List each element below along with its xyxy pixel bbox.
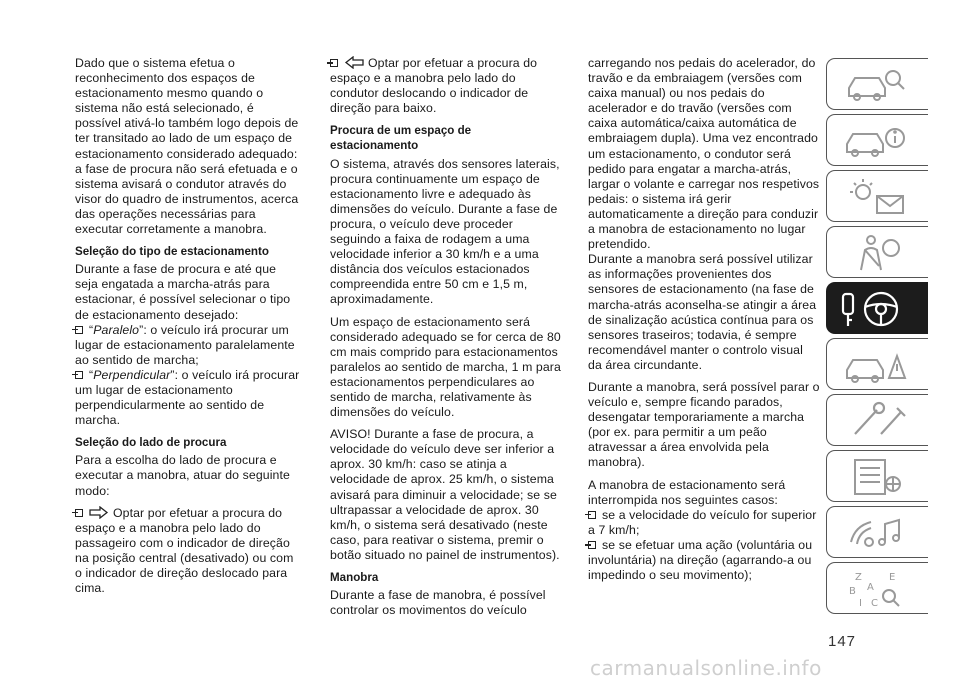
car-info-icon [841, 120, 915, 162]
svg-text:C: C [871, 598, 878, 609]
seatbelt-airbag-icon [841, 232, 915, 274]
section-heading: Procura de um espaço de estacionamento [330, 124, 472, 153]
section-heading: Seleção do lado de procura [75, 436, 227, 450]
turn-right-arrow-icon [89, 506, 109, 519]
text-column-3 [588, 56, 820, 590]
warning-lights-icon [841, 176, 915, 218]
bullet-text: : o veículo irá procurar um lugar de estacionamento paralelamente ao sentido de marcha; [75, 322, 295, 367]
tab-car-search[interactable] [826, 58, 928, 110]
bullet-text: se a velocidade do veículo for superior a 7 km/h; [588, 507, 817, 537]
svg-text:A: A [867, 582, 874, 593]
svg-text:E: E [889, 572, 896, 583]
paragraph: carregando nos pedais do acelerador, do travão e da embraiagem (versões com caixa manual) ou nos pedais do acelerador e do travão (versões com caixa automática/caixa automática de embraiagem dupla). Uma vez encontrado um estacionamento, o condutor será pedido para engatar a marcha-atrás, largar o volante e carregar nos respetivos pedais: o sistema irá gerir automaticamente a direção para conduzir a manobra de estacionamento no lugar pretendido. [588, 56, 820, 252]
bullet-icon [588, 511, 596, 519]
bullet-text: Optar por efetuar a procura do espaço e a manobra pelo lado do condutor deslocando o indicador de direção para baixo. [330, 56, 538, 116]
bullet-item: “Paralelo”: o veículo irá procurar um lugar de estacionamento paralelamente ao sentido de marcha; [75, 322, 295, 367]
paragraph: Para a escolha do lado de procura e executar a manobra, atuar do seguinte modo: [75, 453, 290, 498]
bullet-item [588, 538, 820, 583]
bullet-icon [330, 59, 338, 67]
tab-warning-lights[interactable] [826, 170, 928, 222]
tab-index[interactable] [826, 562, 928, 614]
paragraph: Um espaço de estacionamento será considerado adequado se for cerca de 80 cm mais comprido para estacionamentos paralelos ao sentido de marcha, 1 m para estacionamentos perpendiculares ao sentido de marcha, relativamente às dimensões do veículo. [330, 314, 561, 420]
tab-multimedia[interactable] [826, 506, 928, 558]
bullet-text: se se efetuar uma ação (voluntária ou involuntária) na direção (agarrando-a ou impedindo o seu movimento); [588, 537, 813, 583]
turn-left-arrow-icon [344, 56, 364, 69]
bullet-text: : o veículo irá procurar um lugar de estacionamento perpendicularmente ao sentido de marcha. [75, 367, 300, 428]
text-column-2 [330, 56, 562, 625]
tab-starting-driving[interactable] [826, 282, 928, 334]
multimedia-icon [841, 512, 915, 554]
bullet-icon [75, 326, 83, 334]
bullet-icon [588, 541, 596, 549]
paragraph: Durante a manobra será possível utilizar as informações provenientes dos sensores de estacionamento (na fase de marcha-atrás aconselha-se atingir a área de sinalização acústica contínua para os sensores traseiros; todavia, é sempre recomendável manter o controlo visual da área circundante. [588, 252, 817, 372]
section-heading: Seleção do tipo de estacionamento [75, 245, 269, 259]
specifications-icon [841, 456, 915, 498]
bullet-icon [75, 371, 83, 379]
paragraph: AVISO! Durante a fase de procura, a velocidade do veículo deve ser inferior a aprox. 30 km/h: caso se atinja a velocidade de aprox. 25 km/h, o sistema avisará para diminuir a velocidade; se se ultrapassar a velocidade de aprox. 30 km/h, o sistema será desativado (neste caso, para reativar o sistema, premir o botão situado no painel de instrumentos). [330, 427, 560, 562]
paragraph: Durante a fase de manobra, é possível controlar os movimentos do veículo [330, 588, 546, 618]
section-heading: Manobra [330, 571, 379, 584]
paragraph: O sistema, através dos sensores laterais, procura continuamente um espaço de estacionamento livre e adequado às dimensões do veículo. Durante a fase de procura, o veículo deve proceder seguindo a faixa de rodagem a uma velocidade inferior a 30 km/h e a uma distância dos veículos estacionados compreendida entre 50 cm e 1,5 m, aproximadamente. [330, 156, 560, 307]
bullet-text: Optar por efetuar a procura do espaço e a manobra pelo lado do passageiro com o indicador de direção na posição central (desativado) ou com o indicador de direção deslocado para cima. [75, 505, 294, 596]
paragraph: Dado que o sistema efetua o reconhecimento dos espaços de estacionamento mesmo quando o sistema não está selecionado, é possível ativá-lo também logo depois de ter transitado ao lado de um espaço de estacionamento considerado adequado: a fase de procura não será efetuada e o sistema avisará o condutor através do visor do quadro de instrumentos, acerca das operações necessárias para executar corretamente a manobra. [75, 56, 299, 237]
svg-text:B: B [849, 586, 856, 597]
chapter-tabs [826, 58, 928, 618]
bullet-item [75, 506, 301, 597]
paragraph: Durante a manobra, será possível parar o veículo e, sempre ficando parados, desengatar temporariamente a marcha (por ex. para permitir a um peão atravessar a área envolvida pela manobra). [588, 379, 820, 470]
bullet-icon [75, 509, 83, 517]
tab-car-info[interactable] [826, 114, 928, 166]
car-search-icon [841, 64, 915, 106]
bullet-label: Paralelo [93, 322, 140, 337]
index-icon [841, 568, 915, 610]
paragraph: Durante a fase de procura e até que seja engatada a marcha-atrás para estacionar, é possível selecionar o tipo de estacionamento desejado: [75, 262, 291, 322]
text-column-1 [75, 56, 301, 603]
emergency-icon [841, 344, 915, 386]
svg-text:I: I [859, 598, 862, 609]
page-number: 147 [828, 633, 857, 650]
tab-emergency[interactable] [826, 338, 928, 390]
bullet-label: Perpendicular [93, 367, 171, 382]
bullet-item [588, 508, 820, 538]
paragraph: A manobra de estacionamento será interrompida nos seguintes casos: [588, 477, 786, 507]
tab-tools[interactable] [826, 394, 928, 446]
bullet-item [330, 56, 562, 116]
tools-icon [841, 400, 915, 442]
svg-text:Z: Z [855, 572, 862, 583]
watermark: carmanualsonline.info [590, 656, 822, 680]
tab-seatbelt-airbag[interactable] [826, 226, 928, 278]
key-steering-wheel-icon [841, 288, 915, 330]
tab-specifications[interactable] [826, 450, 928, 502]
bullet-item: “Perpendicular”: o veículo irá procurar um lugar de estacionamento perpendicularmente ao sentido de marcha. [75, 367, 300, 428]
